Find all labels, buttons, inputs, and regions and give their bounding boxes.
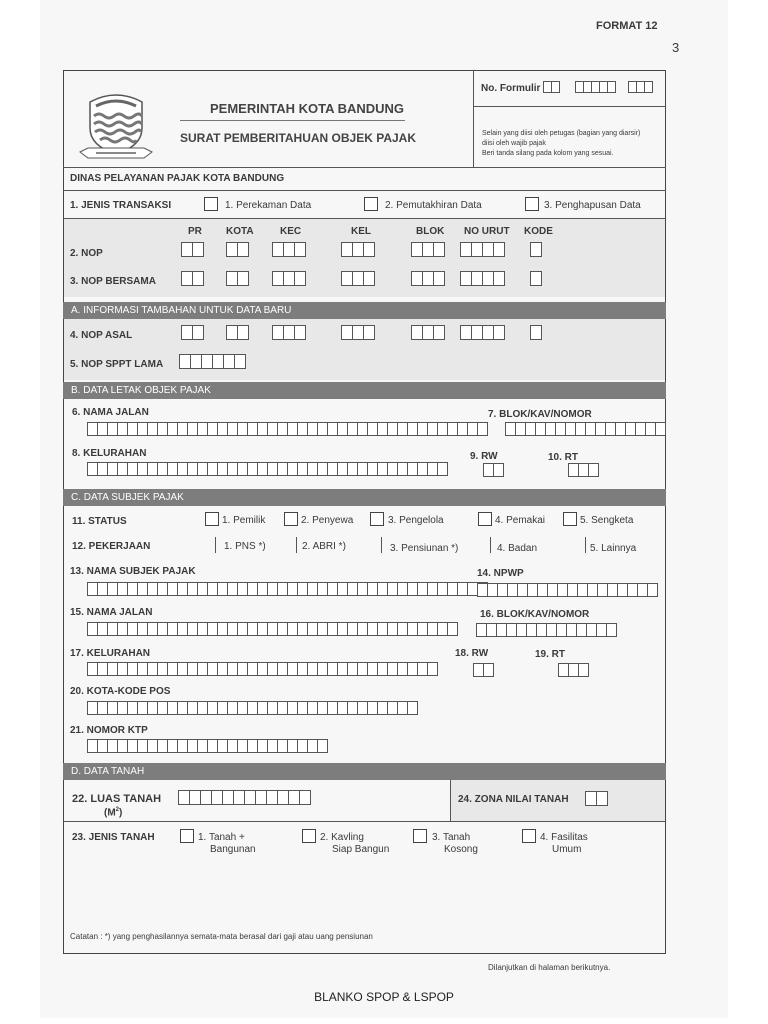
status-pemilik-checkbox[interactable]	[205, 512, 219, 526]
nop-asal-kode-cells[interactable]	[530, 325, 541, 339]
b-kelurahan-cells[interactable]	[87, 462, 447, 476]
section-a-header: A. INFORMASI TAMBAHAN UNTUK DATA BARU	[63, 302, 666, 319]
status-sengketa-checkbox[interactable]	[563, 512, 577, 526]
note-line-3: Beri tanda silang pada kolom yang sesuai.	[482, 150, 614, 157]
nop-sppt-label: 5. NOP SPPT LAMA	[70, 359, 164, 370]
c-npwp-cells[interactable]	[477, 583, 657, 597]
nop-blok-cells[interactable]	[411, 242, 444, 256]
page-mark: 3	[672, 40, 680, 55]
nop-kode-cells[interactable]	[530, 242, 541, 256]
status-pengelola-checkbox[interactable]	[370, 512, 384, 526]
b-rt-cells[interactable]	[568, 463, 598, 477]
pekerjaan-lainnya-label[interactable]: 5. Lainnya	[590, 543, 637, 554]
c-ktp-cells[interactable]	[87, 739, 327, 753]
dinas-label: DINAS PELAYANAN PAJAK KOTA BANDUNG	[70, 173, 285, 184]
col-no-urut: NO URUT	[464, 226, 510, 237]
note-line-1: Selain yang diisi oleh petugas (bagian yang diarsir)	[482, 130, 641, 137]
no-formulir-label: No. Formulir	[481, 83, 541, 94]
nop-asal-kota-cells[interactable]	[226, 325, 248, 339]
status-penyewa-checkbox[interactable]	[284, 512, 298, 526]
nop-bersama-blok-cells[interactable]	[411, 271, 444, 285]
status-pemakai-label: 4. Pemakai	[495, 515, 546, 526]
nop-bersama-kel-cells[interactable]	[341, 271, 374, 285]
jenis-perekaman-label: 1. Perekaman Data	[225, 200, 312, 211]
nop-pr-cells[interactable]	[181, 242, 203, 256]
c-blok-label: 16. BLOK/KAV/NOMOR	[480, 609, 590, 620]
col-blok: BLOK	[416, 226, 445, 237]
nop-kec-cells[interactable]	[272, 242, 305, 256]
jenis-transaksi-label: 1. JENIS TRANSAKSI	[70, 200, 172, 211]
nop-nourut-cells[interactable]	[460, 242, 504, 256]
nop-asal-label: 4. NOP ASAL	[70, 330, 133, 341]
d-zona-cells[interactable]	[585, 791, 607, 805]
b-rt-label: 10. RT	[548, 452, 579, 463]
c-rw-cells[interactable]	[473, 663, 493, 677]
jenis-penghapusan-checkbox[interactable]	[525, 197, 539, 211]
b-kelurahan-label: 8. KELURAHAN	[72, 448, 147, 459]
nop-asal-blok-cells[interactable]	[411, 325, 444, 339]
bandung-logo	[78, 80, 154, 162]
status-sengketa-label: 5. Sengketa	[580, 515, 634, 526]
c-kelurahan-label: 17. KELURAHAN	[70, 648, 151, 659]
nop-kel-cells[interactable]	[341, 242, 374, 256]
status-pemakai-checkbox[interactable]	[478, 512, 492, 526]
section-b-header: B. DATA LETAK OBJEK PAJAK	[63, 382, 666, 399]
d-luas-label: 22. LUAS TANAH	[72, 793, 162, 805]
c-kota-label: 20. KOTA-KODE POS	[70, 686, 171, 697]
pekerjaan-badan-label[interactable]: 4. Badan	[497, 543, 538, 554]
footer-title: BLANKO SPOP & LSPOP	[314, 990, 454, 1004]
section-d-header: D. DATA TANAH	[63, 763, 666, 780]
jt1-line1: 1. Tanah +	[198, 832, 245, 843]
c-blok-cells[interactable]	[476, 623, 616, 637]
nop-asal-pr-cells[interactable]	[181, 325, 203, 339]
nop-sppt-cells[interactable]	[179, 354, 245, 368]
no-formulir-cells-3[interactable]	[628, 81, 652, 95]
d-unit-label: $(M^2)$	[104, 807, 123, 819]
nop-bersama-kec-cells[interactable]	[272, 271, 305, 285]
no-formulir-cells[interactable]	[543, 81, 559, 95]
b-rw-label: 9. RW	[470, 451, 498, 462]
col-kode: KODE	[524, 226, 553, 237]
b-rw-cells[interactable]	[483, 463, 503, 477]
jenis-pemutakhiran-label: 2. Pemutakhiran Data	[385, 200, 482, 211]
d-jenis-label: 23. JENIS TANAH	[72, 832, 155, 843]
col-kec: KEC	[280, 226, 302, 237]
no-formulir-cells-2[interactable]	[575, 81, 615, 95]
nop-label: 2. NOP	[70, 248, 103, 259]
jt2-line2: Siap Bangun	[332, 844, 390, 855]
nop-bersama-pr-cells[interactable]	[181, 271, 203, 285]
c-nama-subjek-label: 13. NAMA SUBJEK PAJAK	[70, 566, 196, 577]
nop-bersama-kota-cells[interactable]	[226, 271, 248, 285]
col-kel: KEL	[351, 226, 371, 237]
jt4-line1: 4. Fasilitas	[540, 832, 588, 843]
pekerjaan-abri-label[interactable]: 2. ABRI *)	[302, 541, 346, 552]
pekerjaan-pensiunan-label[interactable]: 3. Pensiunan *)	[390, 543, 459, 554]
b-nama-jalan-label: 6. NAMA JALAN	[72, 407, 149, 418]
col-pr: PR	[188, 226, 202, 237]
c-nama-jalan-cells[interactable]	[87, 622, 457, 636]
jenis-tanah-kosong-checkbox[interactable]	[413, 829, 427, 843]
nop-bersama-nourut-cells[interactable]	[460, 271, 504, 285]
jenis-tanah-bangunan-checkbox[interactable]	[180, 829, 194, 843]
jenis-penghapusan-label: 3. Penghapusan Data	[544, 200, 641, 211]
c-ktp-label: 21. NOMOR KTP	[70, 725, 148, 736]
c-rt-cells[interactable]	[558, 663, 588, 677]
jenis-tanah-fasilitas-checkbox[interactable]	[522, 829, 536, 843]
c-nama-jalan-label: 15. NAMA JALAN	[70, 607, 153, 618]
b-blok-label: 7. BLOK/KAV/NOMOR	[488, 409, 592, 420]
jt2-line1: 2. Kavling	[320, 832, 364, 843]
jt4-line2: Umum	[552, 844, 582, 855]
c-pekerjaan-label: 12. PEKERJAAN	[72, 541, 151, 552]
pekerjaan-pns-label[interactable]: 1. PNS *)	[224, 541, 266, 552]
section-c-header: C. DATA SUBJEK PAJAK	[63, 489, 666, 506]
jenis-pemutakhiran-checkbox[interactable]	[364, 197, 378, 211]
c-rw-label: 18. RW	[455, 648, 489, 659]
nop-bersama-kode-cells[interactable]	[530, 271, 541, 285]
format-label: FORMAT 12	[596, 20, 658, 32]
catatan-text: Catatan : *) yang penghasilannya semata-mata berasal dari gaji atau uang pensiunan	[70, 932, 373, 941]
gov-title: PEMERINTAH KOTA BANDUNG	[210, 101, 405, 116]
nop-bersama-label: 3. NOP BERSAMA	[70, 276, 156, 287]
d-zona-label: 24. ZONA NILAI TANAH	[458, 794, 569, 805]
nop-asal-nourut-cells[interactable]	[460, 325, 504, 339]
jenis-tanah-kavling-checkbox[interactable]	[302, 829, 316, 843]
c-kelurahan-cells[interactable]	[87, 662, 437, 676]
status-penyewa-label: 2. Penyewa	[301, 515, 354, 526]
c-status-label: 11. STATUS	[72, 516, 127, 527]
nop-asal-kec-cells[interactable]	[272, 325, 305, 339]
nop-asal-kel-cells[interactable]	[341, 325, 374, 339]
jt3-line2: Kosong	[444, 844, 478, 855]
jt3-line1: 3. Tanah	[432, 832, 471, 843]
c-rt-label: 19. RT	[535, 649, 566, 660]
c-npwp-label: 14. NPWP	[477, 568, 524, 579]
lanjut-text: Dilanjutkan di halaman berikutnya.	[488, 963, 611, 972]
d-luas-cells[interactable]	[178, 790, 310, 804]
note-line-2: diisi oleh wajib pajak	[482, 140, 546, 147]
status-pemilik-label: 1. Pemilik	[222, 515, 266, 526]
col-kota: KOTA	[226, 226, 254, 237]
c-nama-subjek-cells[interactable]	[87, 582, 487, 596]
b-blok-cells[interactable]	[505, 422, 665, 436]
jt1-line2: Bangunan	[210, 844, 256, 855]
status-pengelola-label: 3. Pengelola	[388, 515, 444, 526]
jenis-perekaman-checkbox[interactable]	[204, 197, 218, 211]
c-kota-cells[interactable]	[87, 701, 417, 715]
b-nama-jalan-cells[interactable]	[87, 422, 487, 436]
nop-kota-cells[interactable]	[226, 242, 248, 256]
form-title: SURAT PEMBERITAHUAN OBJEK PAJAK	[180, 131, 417, 145]
